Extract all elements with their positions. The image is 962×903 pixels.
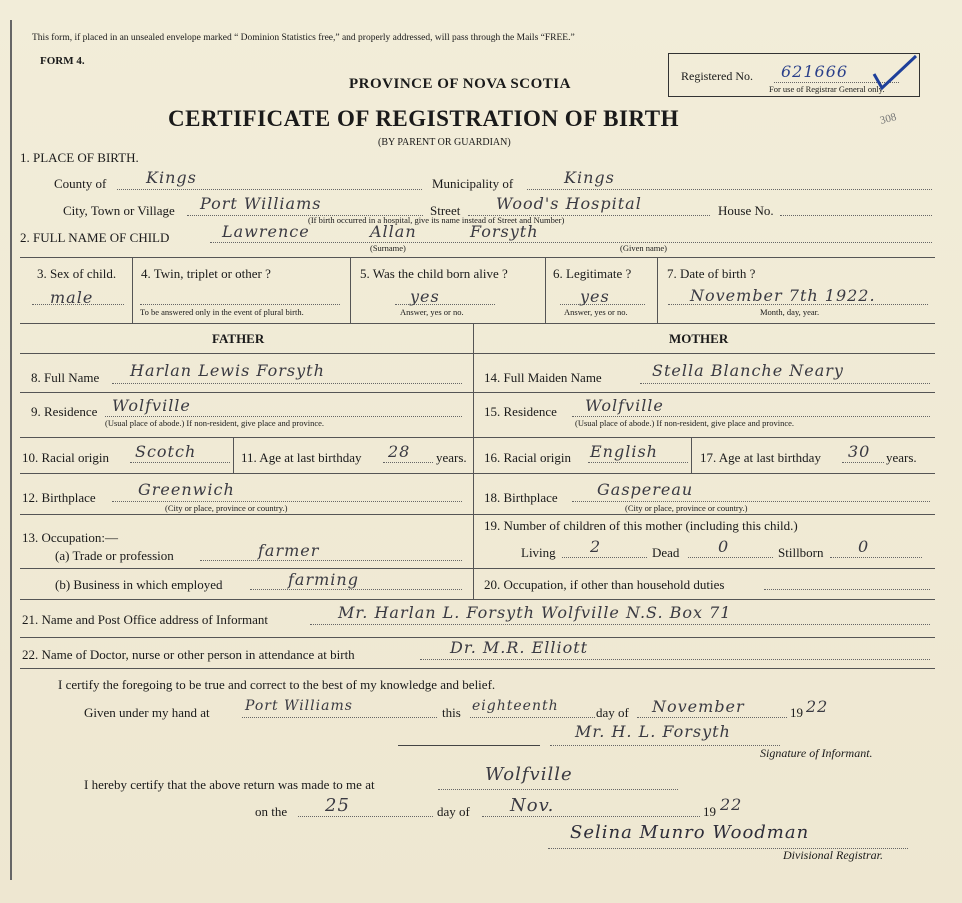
stamp-number: 308 xyxy=(878,111,898,127)
street-label: Street xyxy=(430,203,461,218)
certificate-title: CERTIFICATE OF REGISTRATION OF BIRTH xyxy=(168,106,679,131)
municipality-label: Municipality of xyxy=(432,176,514,191)
father-age-line xyxy=(383,462,433,463)
sex-line xyxy=(32,304,124,305)
business-line xyxy=(250,589,462,590)
twin-label: 4. Twin, triplet or other ? xyxy=(141,266,271,281)
child-given-name: Lawrence xyxy=(222,222,310,241)
dead-value: 0 xyxy=(718,537,730,556)
doctor-value: Dr. M.R. Elliott xyxy=(450,638,589,657)
legitimate-value: yes xyxy=(580,287,610,306)
county-label: County of xyxy=(54,176,107,191)
child-name-label: 2. FULL NAME OF CHILD xyxy=(20,230,170,245)
registered-number: 621666 xyxy=(781,62,849,81)
form-number: FORM 4. xyxy=(40,55,85,67)
legitimate-label: 6. Legitimate ? xyxy=(553,266,632,281)
reg-year-prefix: 19 xyxy=(703,804,716,819)
sex-value: male xyxy=(50,288,94,307)
mother-residence-label: 15. Residence xyxy=(484,404,557,419)
informant-line xyxy=(310,624,930,625)
mother-heading: MOTHER xyxy=(669,331,729,346)
father-name-line xyxy=(112,383,462,384)
dead-label: Dead xyxy=(652,545,680,560)
city-value: Port Williams xyxy=(200,194,322,213)
mother-name-line xyxy=(640,383,930,384)
faded-notice-watermark xyxy=(375,262,595,582)
mother-name-value: Stella Blanche Neary xyxy=(652,361,844,380)
child-name-line xyxy=(210,242,932,243)
reg-year-value: 22 xyxy=(720,795,743,814)
occupation-label: 13. Occupation:— xyxy=(22,530,119,545)
section-rule-4 xyxy=(20,473,935,474)
business-label: (b) Business in which employed xyxy=(55,577,223,592)
informant-label: 21. Name and Post Office address of Informant xyxy=(22,612,268,627)
children-count-label: 19. Number of children of this mother (including this child.) xyxy=(484,518,798,533)
city-label: City, Town or Village xyxy=(63,203,175,218)
hospital-note: (If birth occurred in a hospital, give its name instead of Street and Number) xyxy=(308,215,565,225)
dob-value: November 7th 1922. xyxy=(690,286,876,305)
dob-line xyxy=(668,304,928,305)
mail-notice: This form, if placed in an unsealed envelope marked “ Dominion Statistics free,” and properly addressed, will pass through the Mails “FREE.” xyxy=(32,33,575,43)
county-line xyxy=(117,189,422,190)
legitimate-note: Answer, yes or no. xyxy=(564,307,628,317)
mother-residence-value: Wolfville xyxy=(585,396,664,415)
twin-note: To be answered only in the event of plural birth. xyxy=(140,307,304,317)
section-rule-2 xyxy=(20,392,935,393)
father-residence-note: (Usual place of abode.) If non-resident, give place and province. xyxy=(105,418,325,428)
this-label: this xyxy=(442,705,461,720)
informant-signature: Mr. H. L. Forsyth xyxy=(575,722,731,741)
place-of-birth-label: 1. PLACE OF BIRTH. xyxy=(20,150,139,165)
trade-line xyxy=(200,560,462,561)
registrar-place-line xyxy=(438,789,678,790)
mother-birthplace-label: 18. Birthplace xyxy=(484,490,558,505)
section-rule-7 xyxy=(20,599,935,600)
mother-name-label: 14. Full Maiden Name xyxy=(484,370,602,385)
father-racial-rule xyxy=(233,437,234,473)
house-label: House No. xyxy=(718,203,774,218)
child-middle-name: Allan xyxy=(370,222,417,241)
blue-check-mark xyxy=(860,52,920,102)
dead-line xyxy=(688,557,773,558)
mother-age-line xyxy=(842,462,884,463)
stillborn-label: Stillborn xyxy=(778,545,824,560)
left-border xyxy=(10,20,12,880)
alive-value: yes xyxy=(410,287,440,306)
father-birthplace-value: Greenwich xyxy=(138,480,235,499)
mother-age-label: 17. Age at last birthday xyxy=(700,450,821,465)
father-birthplace-label: 12. Birthplace xyxy=(22,490,96,505)
street-value: Wood's Hospital xyxy=(496,194,642,213)
month-value: November xyxy=(652,697,745,716)
col-rule-4 xyxy=(657,257,658,323)
mother-age-value: 30 xyxy=(848,442,871,461)
year-prefix: 19 xyxy=(790,705,803,720)
father-age-value: 28 xyxy=(388,442,411,461)
municipality-line xyxy=(527,189,932,190)
father-residence-value: Wolfville xyxy=(112,396,191,415)
father-racial-value: Scotch xyxy=(135,442,197,461)
municipality-value: Kings xyxy=(564,168,615,187)
month-line xyxy=(637,717,787,718)
certificate-subtitle: (BY PARENT OR GUARDIAN) xyxy=(378,137,511,148)
registered-label: Registered No. xyxy=(681,69,753,83)
mother-birthplace-line xyxy=(572,501,930,502)
blank-signature-line xyxy=(398,745,540,746)
section-rule-6 xyxy=(20,568,935,569)
mother-racial-rule xyxy=(691,437,692,473)
sex-label: 3. Sex of child. xyxy=(37,266,117,281)
given-name-caption: (Given name) xyxy=(620,243,667,253)
section-rule-3 xyxy=(20,437,935,438)
county-value: Kings xyxy=(146,168,197,187)
informant-signature-line xyxy=(550,745,780,746)
house-line xyxy=(780,215,932,216)
col-rule-2 xyxy=(350,257,351,323)
living-line xyxy=(562,557,647,558)
mother-birthplace-note: (City or place, province or country.) xyxy=(625,503,748,513)
given-place-line xyxy=(242,717,437,718)
mother-occupation-label: 20. Occupation, if other than household duties xyxy=(484,577,725,592)
registrar-signature: Selina Munro Woodman xyxy=(570,822,810,843)
doctor-line xyxy=(420,659,930,660)
stillborn-line xyxy=(830,557,922,558)
trade-label: (a) Trade or profession xyxy=(55,548,174,563)
registrar-signature-caption: Divisional Registrar. xyxy=(783,848,884,862)
given-at-label: Given under my hand at xyxy=(84,705,210,720)
father-birthplace-line xyxy=(112,501,462,502)
living-label: Living xyxy=(521,545,556,560)
mother-residence-line xyxy=(572,416,930,417)
father-racial-line xyxy=(130,462,230,463)
section-rule-5 xyxy=(20,514,935,515)
informant-value: Mr. Harlan L. Forsyth Wolfville N.S. Box 71 xyxy=(338,603,732,622)
province-heading: PROVINCE OF NOVA SCOTIA xyxy=(349,76,571,92)
on-the-label: on the xyxy=(255,804,288,819)
center-rule xyxy=(473,323,474,599)
father-age-label: 11. Age at last birthday xyxy=(241,450,362,465)
section-rule-9 xyxy=(20,668,935,669)
registrar-place-value: Wolfville xyxy=(485,764,573,785)
reg-month-value: Nov. xyxy=(510,795,555,816)
mother-racial-line xyxy=(588,462,688,463)
reg-day-line xyxy=(298,816,433,817)
mother-birthplace-value: Gaspereau xyxy=(597,480,694,499)
trade-value: farmer xyxy=(258,541,320,560)
father-heading: FATHER xyxy=(212,331,265,346)
mother-residence-note: (Usual place of abode.) If non-resident, give place and province. xyxy=(575,418,795,428)
day-value: eighteenth xyxy=(472,698,559,714)
business-value: farming xyxy=(288,570,359,589)
mother-occupation-line xyxy=(764,589,930,590)
mother-years: years. xyxy=(886,450,917,465)
col-rule-1 xyxy=(132,257,133,323)
given-place-value: Port Williams xyxy=(245,698,353,714)
reg-month-line xyxy=(482,816,700,817)
father-years: years. xyxy=(436,450,467,465)
stillborn-value: 0 xyxy=(858,537,870,556)
certify-statement: I certify the foregoing to be true and correct to the best of my knowledge and belief. xyxy=(58,677,496,692)
reg-day-value: 25 xyxy=(325,795,350,816)
surname-caption: (Surname) xyxy=(370,243,406,253)
alive-label: 5. Was the child born alive ? xyxy=(360,266,508,281)
day-of-label: day of xyxy=(596,705,629,720)
reg-day-of-label: day of xyxy=(437,804,470,819)
row-rule-top xyxy=(20,257,935,258)
day-line xyxy=(470,717,595,718)
dob-label: 7. Date of birth ? xyxy=(667,266,756,281)
father-name-label: 8. Full Name xyxy=(31,370,100,385)
alive-note: Answer, yes or no. xyxy=(400,307,464,317)
father-residence-label: 9. Residence xyxy=(31,404,98,419)
mother-racial-value: English xyxy=(590,442,658,461)
doctor-label: 22. Name of Doctor, nurse or other person in attendance at birth xyxy=(22,647,355,662)
section-rule-1 xyxy=(20,353,935,354)
living-value: 2 xyxy=(590,537,602,556)
father-birthplace-note: (City or place, province or country.) xyxy=(165,503,288,513)
registrar-use-note: For use of Registrar General only. xyxy=(769,84,885,94)
father-racial-label: 10. Racial origin xyxy=(22,450,110,465)
mother-racial-label: 16. Racial origin xyxy=(484,450,572,465)
dob-note: Month, day, year. xyxy=(760,307,820,317)
informant-signature-caption: Signature of Informant. xyxy=(760,746,873,760)
year-value: 22 xyxy=(806,697,829,716)
registrar-statement: I hereby certify that the above return was made to me at xyxy=(84,777,375,792)
father-name-value: Harlan Lewis Forsyth xyxy=(130,361,325,380)
child-surname: Forsyth xyxy=(470,222,539,241)
father-residence-line xyxy=(105,416,462,417)
twin-line xyxy=(140,304,340,305)
